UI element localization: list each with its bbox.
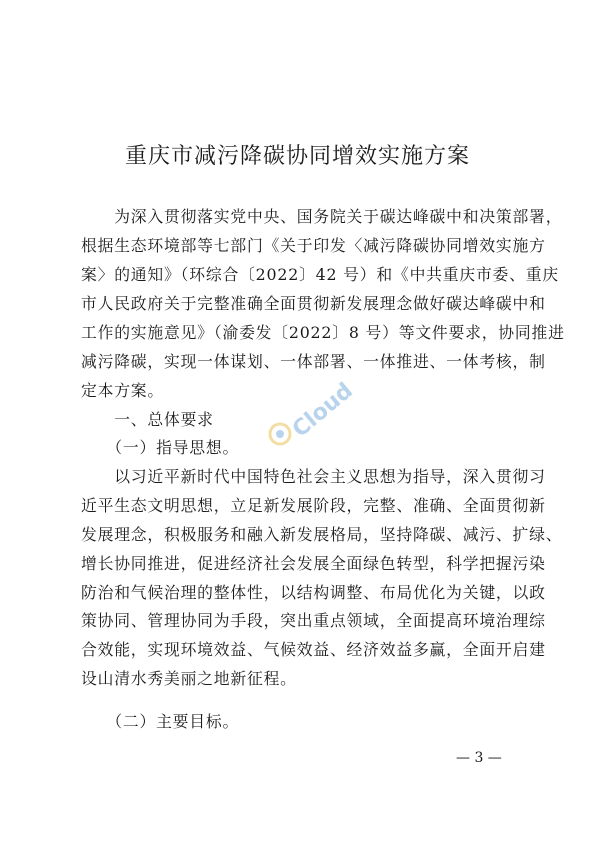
body-line-4: 市人民政府关于完整准确全面贯彻新发展理念做好碳达峰碳中和 [81,294,546,313]
body-line-10: 发展理念，积极服务和融入新发展格局，坚持降碳、减污、扩绿、 [81,525,563,544]
body-line-7: 定本方案。 [81,381,164,400]
body-line-6: 减污降碳，实现一体谋划、一体部署、一体推进、一体考核，制 [81,352,546,371]
watermark-text: Cloud [287,378,358,443]
body-line-2: 根据生态环境部等七部门《关于印发〈减污降碳协同增效实施方 [81,236,546,255]
cloud-watermark-logo [262,376,362,456]
body-line-5: 工作的实施意见》（渝委发〔2022〕8 号）等文件要求，协同推进 [81,323,565,342]
body-line-15: 设山清水秀美丽之地新征程。 [81,669,297,688]
section-heading: 一、总体要求 [81,410,214,429]
body-line-9: 近平生态文明思想，立足新发展阶段，完整、准确、全面贯彻新 [81,496,546,515]
subsection-heading-1: （一）指导思想。 [81,438,240,457]
subsection-heading-2: （二）主要目标。 [81,712,240,731]
page-number: — 3 — [456,750,502,766]
body-line-3: 案〉的通知》（环综合〔2022〕42 号）和《中共重庆市委、重庆 [81,265,559,284]
body-line-13: 策协同、管理协同为手段，突出重点领域，全面提高环境治理综 [81,611,546,630]
document-title: 重庆市减污降碳协同增效实施方案 [124,144,470,169]
body-line-14: 合效能，实现环境效益、气候效益、经济效益多赢，全面开启建 [81,640,546,659]
body-line-11: 增长协同推进，促进经济社会发展全面绿色转型，科学把握污染 [81,554,546,573]
body-line-12: 防治和气候治理的整体性，以结构调整、布局优化为关键，以政 [81,583,546,602]
body-line-8: 以习近平新时代中国特色社会主义思想为指导，深入贯彻习 [81,467,546,486]
body-line-1: 为深入贯彻落实党中央、国务院关于碳达峰碳中和决策部署， [81,207,563,226]
